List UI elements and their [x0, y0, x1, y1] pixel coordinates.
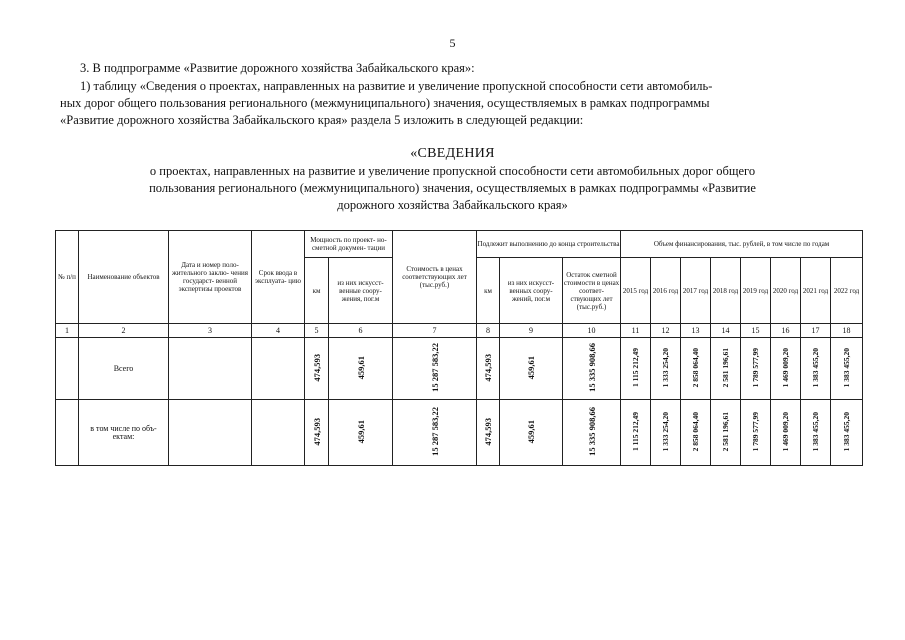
cell-year-value: 1 789 577,99 [750, 347, 760, 388]
column-number: 16 [771, 324, 801, 338]
cell-cost: 15 287 583,22 [429, 343, 440, 392]
cell-year-value: 1 383 455,20 [841, 411, 851, 452]
cell-term [252, 338, 305, 400]
page-number: 5 [449, 36, 456, 50]
cell-year-value: 1 383 455,20 [841, 347, 851, 388]
table-row [56, 400, 863, 466]
cell-balance: 15 335 908,66 [586, 407, 597, 456]
column-number: 10 [563, 324, 621, 338]
cell-year-value: 1 469 009,20 [780, 411, 790, 452]
header-num: № п/п [56, 231, 79, 324]
header-structures-2: из них искусст- венных соору- жений, пог.м [500, 258, 563, 324]
cell-num [56, 400, 79, 466]
column-number: 17 [801, 324, 831, 338]
column-number: 11 [621, 324, 651, 338]
header-year: 2015 год [621, 258, 651, 324]
header-year: 2019 год [741, 258, 771, 324]
column-number-row [56, 324, 863, 338]
header-year: 2018 год [711, 258, 741, 324]
column-number: 6 [329, 324, 393, 338]
row-name: Всего [79, 338, 169, 400]
cell-cost: 15 287 583,22 [429, 407, 440, 456]
cell-structures-2: 459,61 [526, 355, 536, 380]
column-number: 12 [651, 324, 681, 338]
cell-date [169, 400, 252, 466]
header-cost: Стоимость в ценах соответствующих лет (тыс.руб.) [393, 231, 477, 324]
header-year: 2020 год [771, 258, 801, 324]
header-year: 2017 год [681, 258, 711, 324]
column-number: 2 [79, 324, 169, 338]
cell-year-value: 1 789 577,99 [750, 411, 760, 452]
header-remaining: Подлежит выполнению до конца строительства [477, 231, 621, 258]
cell-balance: 15 335 908,66 [586, 343, 597, 392]
cell-year-value: 1 115 212,49 [630, 412, 640, 451]
cell-term [252, 400, 305, 466]
cell-year-value: 1 383 455,20 [810, 347, 820, 388]
cell-structures-2: 459,61 [526, 419, 536, 444]
projects-table [55, 230, 863, 466]
intro-line-4: «Развитие дорожного хозяйства Забайкальского края» раздела 5 изложить в следующей редакции: [60, 113, 584, 127]
header-year: 2016 год [651, 258, 681, 324]
intro-line-3: ных дорог общего пользования регионального (межмуниципального) значения, осуществляемых в рамках подпрограммы [60, 96, 710, 110]
subtitle-line-3: дорожного хозяйства Забайкальского края» [337, 198, 568, 212]
cell-year-value: 1 115 212,49 [630, 348, 640, 387]
intro-line-1: 3. В подпрограмме «Развитие дорожного хозяйства Забайкальского края»: [80, 61, 475, 75]
cell-year-value: 1 383 455,20 [810, 411, 820, 452]
column-number: 15 [741, 324, 771, 338]
table-row [56, 338, 863, 400]
cell-km: 474,593 [311, 417, 322, 446]
cell-num [56, 338, 79, 400]
cell-km-2: 474,593 [483, 417, 493, 446]
column-number: 1 [56, 324, 79, 338]
header-date: Дата и номер поло- жительного заклю- чения государст- венной экспертизы проектов [169, 231, 252, 324]
header-km: км [305, 258, 329, 324]
cell-structures: 459,61 [355, 355, 366, 380]
header-balance: Остаток сметной стоимости в ценах соответ- ствующих лет (тыс.руб.) [563, 258, 621, 324]
header-structures: из них искусст- венные соору- жения, пог.м [329, 258, 393, 324]
cell-year-value: 2 581 196,61 [720, 411, 730, 452]
column-number: 9 [500, 324, 563, 338]
header-financing: Объем финансирования, тыс. рублей, в том числе по годам [621, 231, 863, 258]
column-number: 4 [252, 324, 305, 338]
cell-year-value: 1 333 254,20 [660, 411, 670, 452]
column-number: 18 [831, 324, 863, 338]
column-number: 8 [477, 324, 500, 338]
cell-year-value: 2 858 064,40 [690, 347, 700, 388]
header-capacity: Мощность по проект- но-сметной докумен- тации [305, 231, 393, 258]
row-name: в том числе по объ- ектам: [79, 400, 169, 466]
header-year: 2022 год [831, 258, 863, 324]
intro-line-2: 1) таблицу «Сведения о проектах, направленных на развитие и увеличение пропускной способности сети автомобиль- [80, 79, 713, 93]
document-title: «СВЕДЕНИЯ [410, 146, 495, 161]
subtitle-line-2: пользования регионального (межмуниципального) значения, осуществляемых в рамках подпрограммы «Развитие [149, 181, 756, 195]
cell-date [169, 338, 252, 400]
column-number: 5 [305, 324, 329, 338]
cell-year-value: 2 581 196,61 [720, 347, 730, 388]
header-km-2: км [477, 258, 500, 324]
column-number: 14 [711, 324, 741, 338]
column-number: 13 [681, 324, 711, 338]
cell-km: 474,593 [311, 353, 322, 382]
cell-structures: 459,61 [355, 419, 366, 444]
cell-year-value: 2 858 064,40 [690, 411, 700, 452]
cell-year-value: 1 469 009,20 [780, 347, 790, 388]
header-year: 2021 год [801, 258, 831, 324]
cell-km-2: 474,593 [483, 353, 493, 382]
column-number: 7 [393, 324, 477, 338]
header-term: Срок ввода в эксплуата- цию [252, 231, 305, 324]
column-number: 3 [169, 324, 252, 338]
subtitle-line-1: о проектах, направленных на развитие и увеличение пропускной способности сети автомобильных дорог общего [149, 164, 756, 178]
cell-year-value: 1 333 254,20 [660, 347, 670, 388]
header-name: Наименование объектов [79, 231, 169, 324]
